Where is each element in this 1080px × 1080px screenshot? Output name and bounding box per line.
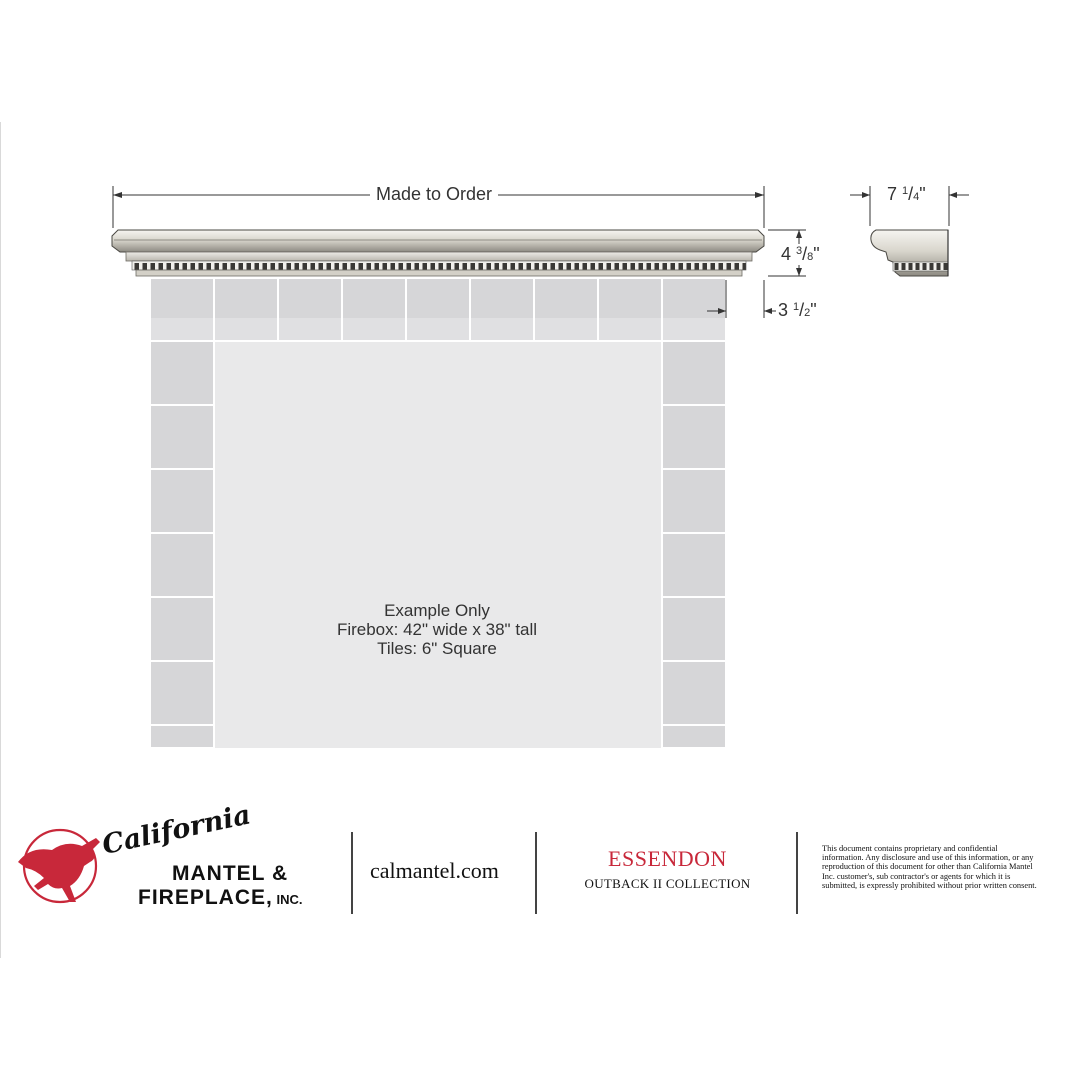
example-note-line1: Example Only: [384, 601, 490, 620]
tile: [150, 405, 214, 469]
firebox: [215, 341, 662, 748]
tile: [150, 661, 214, 725]
tile: [662, 661, 726, 725]
label-mantel-height: 4 $^3$/8": [775, 244, 826, 265]
tile: [150, 597, 214, 661]
logo-line1: MANTEL &: [172, 862, 289, 885]
tile: [662, 597, 726, 661]
logo-script-text: California: [99, 799, 254, 861]
tile-column-right: [662, 341, 726, 748]
tile: [662, 469, 726, 533]
product-block: [560, 846, 775, 892]
tile: [662, 533, 726, 597]
profile-depth-unit: ": [919, 184, 926, 204]
reveal-den: 2: [804, 307, 811, 319]
label-profile-depth: 7 $^1$/4": [884, 184, 929, 205]
tile: [662, 405, 726, 469]
mantel-height-whole: 4: [781, 244, 792, 264]
tile-row-shade: [150, 318, 726, 341]
tile: [150, 341, 214, 405]
label-overall-width: Made to Order: [370, 184, 498, 205]
profile-depth-num: 1: [902, 185, 909, 197]
example-note: [287, 601, 587, 658]
reveal-unit: ": [810, 300, 817, 320]
tile: [150, 725, 214, 748]
profile-depth-den: 4: [913, 191, 920, 203]
mantel-height-den: 8: [807, 251, 814, 263]
mantel-height-num: 3: [796, 245, 803, 257]
tile: [150, 533, 214, 597]
website-link[interactable]: calmantel.com: [370, 858, 499, 883]
product-name: ESSENDON: [608, 846, 727, 871]
company-logo: [12, 799, 342, 922]
logo-inc: INC.: [272, 892, 303, 907]
logo-line2: [138, 886, 302, 910]
divider: [796, 832, 798, 914]
tile: [662, 725, 726, 748]
label-reveal: 3 $^1$/2": [778, 300, 817, 320]
example-note-line3: Tiles: 6" Square: [377, 639, 497, 658]
profile-depth-whole: 7: [887, 184, 898, 204]
logo-line2-text: FIREPLACE,: [138, 886, 273, 909]
divider: [351, 832, 353, 914]
tile: [662, 341, 726, 405]
mantel-height-unit: ": [813, 244, 820, 264]
divider: [535, 832, 537, 914]
reveal-whole: 3: [778, 300, 789, 320]
legal-notice: This document contains proprietary and confidential information. Any disclosure and use of this information, or any reproduction of this document for other than California Mantel Inc. customer's, sub contractor's or agents for which it is submitted, is expressly prohibited without prior written consent.: [822, 844, 1037, 890]
tile: [150, 469, 214, 533]
reveal-num: 1: [793, 301, 800, 313]
tile-column-left: [150, 341, 214, 748]
product-collection: OUTBACK II COLLECTION: [584, 876, 751, 891]
mantel-profile: [871, 230, 948, 276]
title-block: [0, 799, 1080, 930]
example-note-line2: Firebox: 42" wide x 38" tall: [336, 620, 538, 639]
mantel-shelf: [112, 230, 764, 276]
